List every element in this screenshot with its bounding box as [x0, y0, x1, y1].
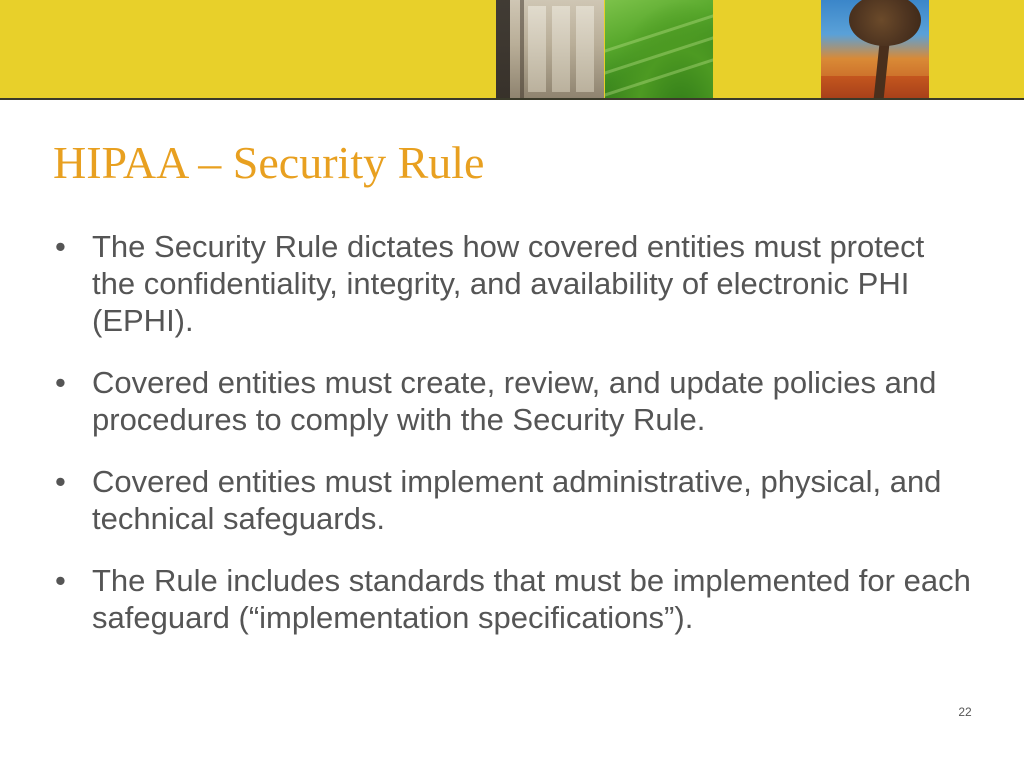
tree-crown	[849, 0, 921, 46]
bullet-text: Covered entities must create, review, and update policies and procedures to comply with the Security Rule.	[92, 365, 937, 437]
slide-number: 22	[958, 705, 972, 719]
green-hill-photo	[605, 0, 713, 98]
bullet-item	[55, 463, 975, 537]
bullet-text: The Security Rule dictates how covered entities must protect the confidentiality, integrity, and availability of electronic PHI (EPHI).	[92, 229, 925, 338]
hill-stripe	[605, 27, 713, 79]
window-photo	[496, 0, 604, 98]
bullet-dot-icon: •	[55, 464, 66, 499]
hill-stripe	[605, 5, 713, 57]
window-pane	[552, 6, 570, 92]
bullet-dot-icon: •	[55, 563, 66, 598]
window-pane	[576, 6, 594, 92]
bullet-list	[55, 228, 975, 661]
bullet-dot-icon: •	[55, 229, 66, 264]
bullet-text: Covered entities must implement administrative, physical, and technical safeguards.	[92, 464, 942, 536]
bullet-dot-icon: •	[55, 365, 66, 400]
bullet-item	[55, 562, 975, 636]
window-pane	[528, 6, 546, 92]
bullet-text: The Rule includes standards that must be implemented for each safeguard (“implementation specifications”).	[92, 563, 971, 635]
bullet-item	[55, 364, 975, 438]
slide-title: HIPAA – Security Rule	[53, 137, 485, 188]
bullet-item	[55, 228, 975, 339]
tree-photo	[821, 0, 929, 98]
header-divider	[0, 98, 1024, 100]
